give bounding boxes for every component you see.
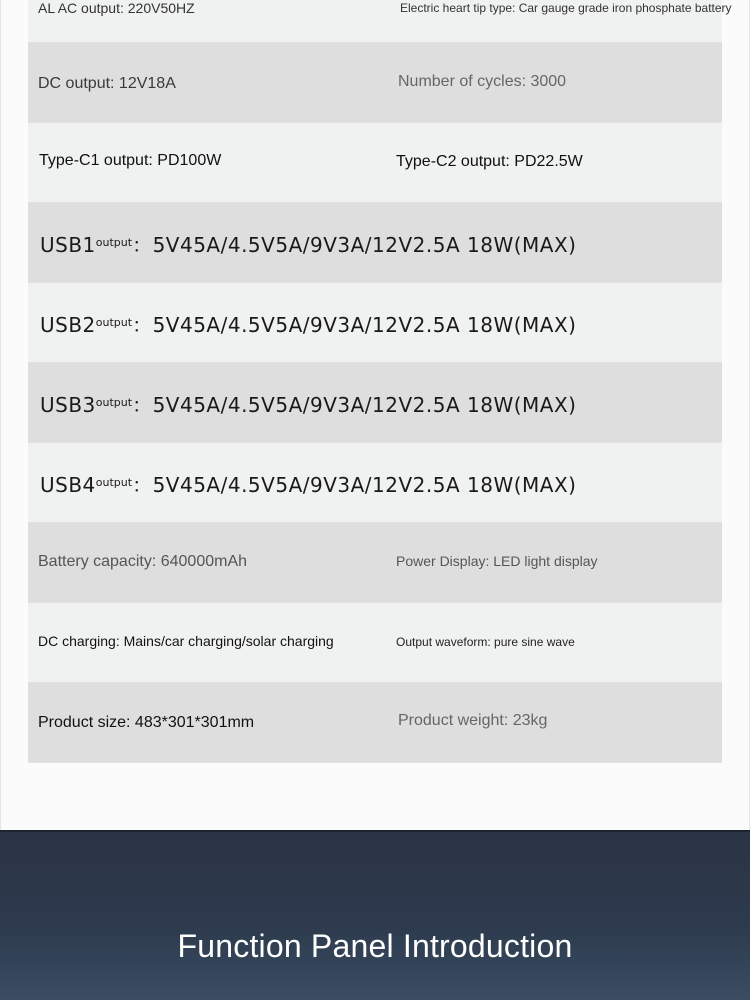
spec-row-usb4	[28, 443, 722, 523]
spec-row-ac-output	[28, 0, 732, 43]
usb3-output-text: $USB3^{output}$：5V45A/4.5V5A/9V3A/12V2.5A 18W(MAX)	[40, 393, 577, 417]
spec-row-battery	[28, 523, 722, 603]
usb1-output-text: $USB1^{output}$：5V45A/4.5V5A/9V3A/12V2.5A 18W(MAX)	[40, 233, 577, 257]
spec-row-typec	[28, 123, 722, 203]
usb2-output-text: $USB2^{output}$：5V45A/4.5V5A/9V3A/12V2.5A 18W(MAX)	[40, 313, 577, 337]
frame-left-edge	[0, 0, 1, 830]
battery-capacity-text: Battery capacity: 640000mAh	[38, 553, 248, 570]
cycles-text: Number of cycles: 3000	[398, 73, 567, 90]
function-panel-banner	[0, 830, 750, 1000]
output-waveform-text: Output waveform: pure sine wave	[396, 635, 575, 649]
dc-charging-text: DC charging: Mains/car charging/solar charging	[38, 633, 334, 649]
spec-row-charging	[28, 603, 722, 683]
spec-row-size	[28, 683, 722, 763]
spec-table	[28, 0, 732, 763]
power-display-text: Power Display: LED light display	[396, 553, 598, 569]
product-size-text: Product size: 483*301*301mm	[38, 714, 255, 731]
usb4-output-text: $USB4^{output}$：5V45A/4.5V5A/9V3A/12V2.5A 18W(MAX)	[40, 473, 577, 497]
ac-output-text: AL AC output: 220V50HZ	[38, 0, 195, 16]
spec-row-usb3	[28, 363, 722, 443]
function-panel-title: Function Panel Introduction	[177, 928, 573, 964]
typec1-output-text: Type-C1 output: PD100W	[39, 152, 222, 169]
typec2-output-text: Type-C2 output: PD22.5W	[396, 153, 583, 170]
dc-output-text: DC output: 12V18A	[38, 75, 176, 92]
spec-row-usb1	[28, 203, 722, 283]
spec-row-usb2	[28, 283, 722, 363]
cell-type-text: Electric heart tip type: Car gauge grade iron phosphate battery	[400, 1, 732, 15]
spec-row-dc-output	[28, 43, 722, 123]
product-weight-text: Product weight: 23kg	[398, 712, 548, 729]
